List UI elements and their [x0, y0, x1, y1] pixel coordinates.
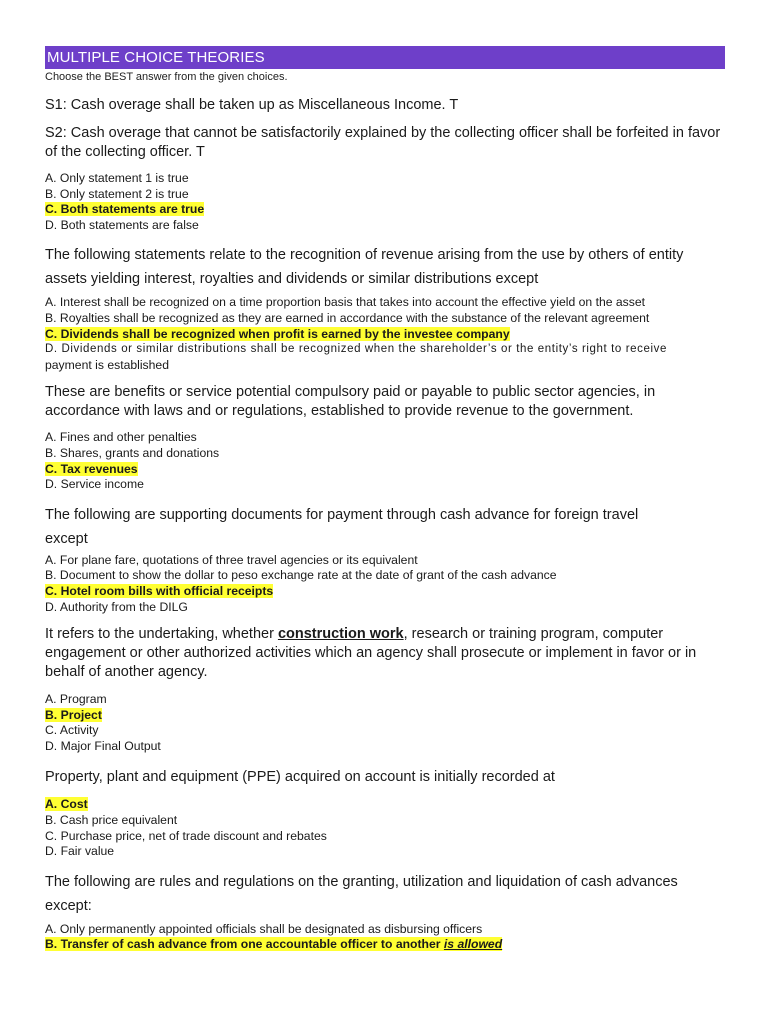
option-continuation: payment is established	[45, 357, 169, 372]
question-5-text: It refers to the undertaking, whether	[45, 626, 278, 643]
correct-answer: C. Tax revenues	[45, 461, 138, 476]
question-1-s1: S1: Cash overage shall be taken up as Miscellaneous Income. T	[45, 97, 459, 113]
question-3-options	[45, 430, 725, 492]
correct-answer: A. Cost	[45, 797, 88, 812]
option: D. Service income	[45, 477, 144, 492]
option: C. Purchase price, net of trade discount and rebates	[45, 828, 327, 843]
option: A. For plane fare, quotations of three travel agencies or its equivalent	[45, 552, 418, 567]
question-6-options	[45, 797, 725, 859]
document-page	[45, 46, 725, 953]
emphasized-phrase: is allowed	[443, 937, 503, 952]
correct-answer: C. Dividends shall be recognized when profit is earned by the investee company	[45, 326, 510, 341]
correct-answer: B. Project	[45, 707, 102, 722]
option: D. Dividends or similar distributions shall be recognized when the shareholder’s or the entity’s right to receive	[45, 343, 667, 356]
question-1-s2: S2: Cash overage that cannot be satisfactorily explained by the collecting officer shall be forfeited in favor of the collecting officer. T	[45, 125, 721, 160]
question-4-line-1: The following are supporting documents for payment through cash advance for foreign travel	[45, 506, 639, 523]
option: B. Only statement 2 is true	[45, 186, 189, 201]
question-5-text-rest: , research or training program, computer engagement or other authorized activities which an agency shall prosecute or implement in favor or in behalf of another agency.	[45, 626, 697, 681]
emphasized-term: construction work	[277, 626, 404, 643]
option: A. Program	[45, 692, 107, 707]
question-7-line-1: The following are rules and regulations on the granting, utilization and liquidation of cash advances	[45, 873, 678, 890]
question-5	[45, 625, 725, 682]
correct-answer: C. Both statements are true	[45, 202, 205, 217]
correct-answer: C. Hotel room bills with official receipts	[45, 583, 274, 598]
option: A. Only statement 1 is true	[45, 171, 189, 185]
option: D. Major Final Output	[45, 738, 161, 753]
option: A. Only permanently appointed officials shall be designated as disbursing officers	[45, 921, 483, 936]
option: B. Document to show the dollar to peso exchange rate at the date of grant of the cash advance	[45, 568, 557, 583]
option: B. Royalties shall be recognized as they are earned in accordance with the substance of the relevant agreement	[45, 310, 650, 325]
question-2: The following statements relate to the recognition of revenue arising from the use by others of entity assets yielding interest, royalties and dividends or similar distributions except	[45, 247, 684, 288]
question-5-options	[45, 692, 725, 754]
question-6: Property, plant and equipment (PPE) acquired on account is initially recorded at	[45, 769, 555, 786]
question-3: These are benefits or service potential compulsory paid or payable to public sector agencies, in accordance with laws and or regulations, established to provide revenue to the government.	[45, 384, 656, 420]
correct-answer-text: B. Transfer of cash advance from one accountable officer to another	[45, 937, 444, 952]
question-1-options	[45, 171, 725, 233]
option: D. Authority from the DILG	[45, 599, 188, 614]
question-7-options	[45, 922, 725, 953]
question-4-line-2: except	[45, 530, 88, 547]
section-header: MULTIPLE CHOICE THEORIES	[45, 46, 725, 69]
option: A. Interest shall be recognized on a time proportion basis that takes into account the effective yield on the asset	[45, 295, 646, 310]
option: D. Both statements are false	[45, 217, 199, 232]
option: C. Activity	[45, 723, 99, 738]
question-2-options	[45, 295, 725, 373]
instructions: Choose the BEST answer from the given choices.	[45, 71, 288, 83]
option: A. Fines and other penalties	[45, 430, 197, 445]
option: D. Fair value	[45, 844, 115, 859]
option: B. Cash price equivalent	[45, 813, 178, 828]
question-7-line-2: except:	[45, 897, 92, 914]
question-4-options	[45, 553, 725, 615]
option: B. Shares, grants and donations	[45, 445, 220, 460]
correct-answer	[45, 937, 502, 951]
